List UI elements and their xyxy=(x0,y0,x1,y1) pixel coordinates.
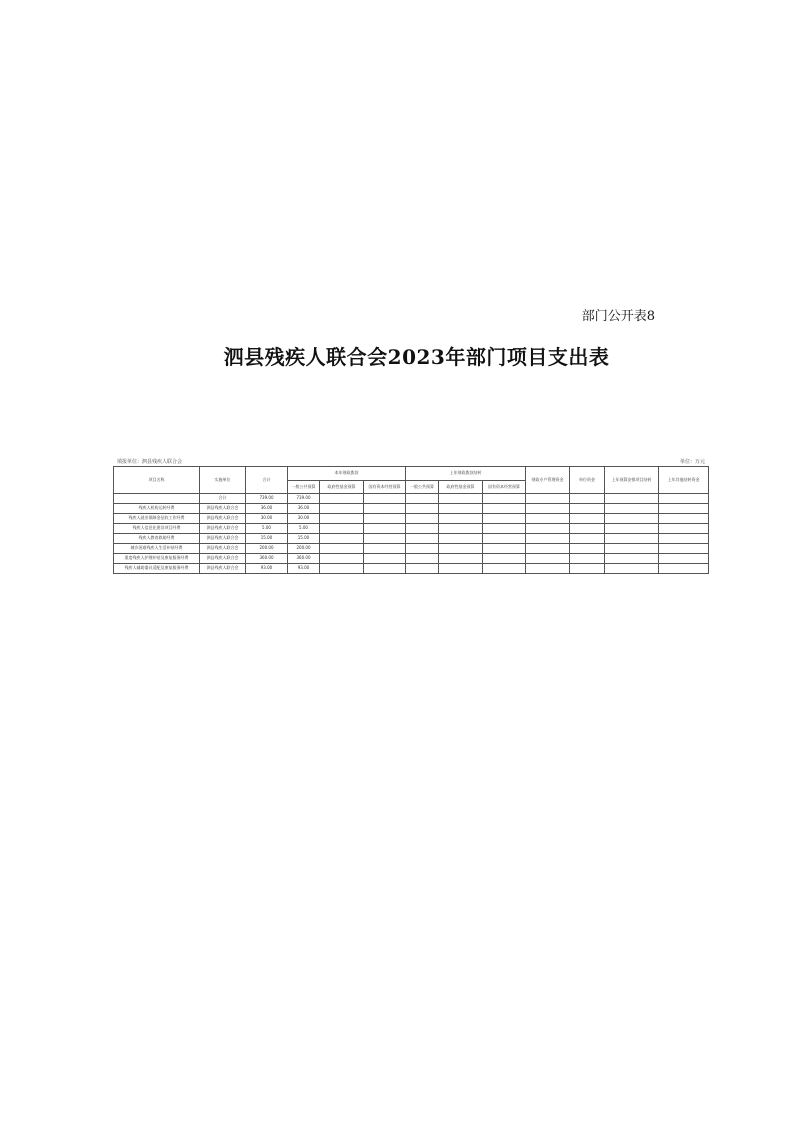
header-other-carry: 上年其他结转资金 xyxy=(659,467,709,494)
cell-general: 360.00 xyxy=(288,554,320,564)
cell-total: 5.00 xyxy=(246,524,288,534)
cell-total: 739.00 xyxy=(246,494,288,504)
subheader-state-capital: 国有资本经营预算 xyxy=(364,481,406,494)
header-name: 项目名称 xyxy=(114,467,200,494)
header-carryover: 上年财政拨款结转 xyxy=(406,467,526,481)
cell-general: 739.00 xyxy=(288,494,320,504)
cell-department: 泗县残疾人联合会 xyxy=(200,504,246,514)
project-expenditure-table xyxy=(113,466,709,574)
subheader-fund: 政府性基金预算 xyxy=(320,481,364,494)
cell-name: 残疾人信息化建设项目经费 xyxy=(114,524,200,534)
cell-general: 30.00 xyxy=(288,514,320,524)
subheader-general: 一般公共预算 xyxy=(288,481,320,494)
cell-general: 93.00 xyxy=(288,564,320,574)
table-row xyxy=(114,514,709,524)
table-row xyxy=(114,554,709,564)
header-unit-funds: 单位资金 xyxy=(570,467,605,494)
cell-total: 360.00 xyxy=(246,554,288,564)
cell-total-label: 合计 xyxy=(200,494,246,504)
header-current-year: 本年财政拨款 xyxy=(288,467,406,481)
table-row-total xyxy=(114,494,709,504)
cell-general: 200.00 xyxy=(288,544,320,554)
cell-department: 泗县残疾人联合会 xyxy=(200,564,246,574)
cell-total: 30.00 xyxy=(246,514,288,524)
cell-department: 泗县残疾人联合会 xyxy=(200,514,246,524)
subheader-carry-fund: 政府性基金预算 xyxy=(439,481,483,494)
cell-name: 城乡困难残疾人生活补贴经费 xyxy=(114,544,200,554)
cell-general: 15.00 xyxy=(288,534,320,544)
cell-name: 残疾人就业保障金征收工作经费 xyxy=(114,514,200,524)
cell-department: 泗县残疾人联合会 xyxy=(200,554,246,564)
cell-general: 5.00 xyxy=(288,524,320,534)
header-department: 实施单位 xyxy=(200,467,246,494)
cell-department: 泗县残疾人联合会 xyxy=(200,524,246,534)
table-row xyxy=(114,504,709,514)
amount-unit: 单位：万元 xyxy=(679,459,705,465)
cell-name: 残疾人辅助器具适配及康复服务经费 xyxy=(114,564,200,574)
table-row xyxy=(114,534,709,544)
cell-general: 36.00 xyxy=(288,504,320,514)
cell-total: 200.00 xyxy=(246,544,288,554)
document-title: 泗县残疾人联合会2023年部门项目支出表 xyxy=(223,345,610,369)
header-fiscal-special: 财政专户管理资金 xyxy=(526,467,570,494)
table-row xyxy=(114,544,709,554)
subheader-carry-general: 一般公共预算 xyxy=(406,481,439,494)
cell-department: 泗县残疾人联合会 xyxy=(200,534,246,544)
header-total: 合计 xyxy=(246,467,288,494)
header-budget-carry: 上年预算安排项目结转 xyxy=(605,467,659,494)
cell-name: 重度残疾人护理补贴及康复服务经费 xyxy=(114,554,200,564)
cell-name: 残疾人机构运转经费 xyxy=(114,504,200,514)
subheader-carry-state-capital: 国有资本经营预算 xyxy=(483,481,526,494)
reporting-unit: 填报单位：泗县残疾人联合会 xyxy=(117,459,183,465)
cell-total: 93.00 xyxy=(246,564,288,574)
cell-department: 泗县残疾人联合会 xyxy=(200,544,246,554)
cell-total: 36.00 xyxy=(246,504,288,514)
cell-name: 残疾人教育救助经费 xyxy=(114,534,200,544)
table-row xyxy=(114,564,709,574)
document-id: 部门公开表8 xyxy=(581,309,655,324)
cell-total: 15.00 xyxy=(246,534,288,544)
table-row xyxy=(114,524,709,534)
